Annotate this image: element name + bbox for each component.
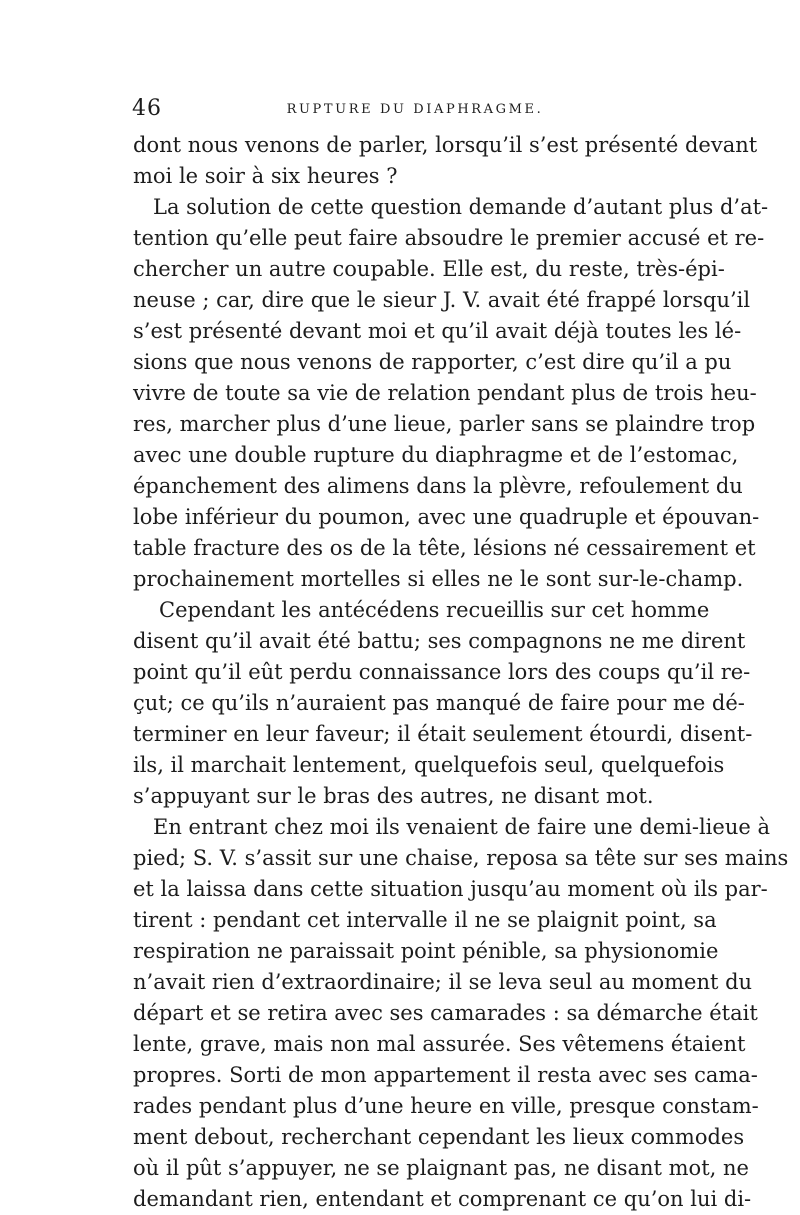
text-line: terminer en leur faveur; il était seulement étourdi, disent-: [133, 722, 753, 746]
text-line: ils, il marchait lentement, quelquefois seul, quelquefois: [133, 753, 725, 777]
page-number: 46: [132, 96, 162, 121]
text-line: tention qu’elle peut faire absoudre le premier accusé et re-: [133, 226, 765, 250]
text-line: rades pendant plus d’une heure en ville, presque constam-: [133, 1094, 759, 1118]
text-line: départ et se retira avec ses camarades : sa démarche était: [133, 1001, 758, 1025]
text-line: n’avait rien d’extraordinaire; il se leva seul au moment du: [133, 970, 753, 994]
text-line: pied; S. V. s’assit sur une chaise, reposa sa tête sur ses mains: [133, 846, 789, 870]
text-line: lente, grave, mais non mal assurée. Ses vêtemens étaient: [133, 1032, 746, 1056]
body-text: [133, 130, 789, 1215]
running-title: RUPTURE DU DIAPHRAGME.: [286, 102, 544, 117]
text-line: tirent : pendant cet intervalle il ne se plaignit point, sa: [133, 908, 717, 932]
text-line: s’appuyant sur le bras des autres, ne disant mot.: [133, 784, 654, 808]
text-line: disent qu’il avait été battu; ses compagnons ne me dirent: [133, 629, 746, 653]
text-line: avec une double rupture du diaphragme et de l’estomac,: [133, 443, 739, 467]
text-line: neuse ; car, dire que le sieur J. V. avait été frappé lorsqu’il: [133, 288, 751, 312]
text-line: res, marcher plus d’une lieue, parler sans se plaindre trop: [133, 412, 756, 436]
text-line: dont nous venons de parler, lorsqu’il s’est présenté devant: [133, 133, 758, 157]
text-line: où il pût s’appuyer, ne se plaignant pas, ne disant mot, ne: [133, 1156, 749, 1180]
text-line: s’est présenté devant moi et qu’il avait déjà toutes les lé-: [133, 319, 742, 343]
text-line: moi le soir à six heures ?: [133, 164, 398, 188]
paragraph-start-line: Cependant les antécédens recueillis sur cet homme: [159, 598, 710, 622]
text-line: sions que nous venons de rapporter, c’est dire qu’il a pu: [133, 350, 732, 374]
text-line: chercher un autre coupable. Elle est, du reste, très-épi-: [133, 257, 725, 281]
text-line: vivre de toute sa vie de relation pendant plus de trois heu-: [133, 381, 757, 405]
text-line: table fracture des os de la tête, lésions né cessairement et: [133, 536, 756, 560]
text-line: prochainement mortelles si elles ne le sont sur-le-champ.: [133, 567, 744, 591]
text-line: lobe inférieur du poumon, avec une quadruple et épouvan-: [133, 505, 760, 529]
text-line: çut; ce qu’ils n’auraient pas manqué de faire pour me dé-: [133, 691, 745, 715]
text-line: demandant rien, entendant et comprenant ce qu’on lui di-: [133, 1187, 752, 1211]
text-line: respiration ne paraissait point pénible, sa physionomie: [133, 939, 719, 963]
paragraph-start-line: La solution de cette question demande d’autant plus d’at-: [153, 195, 769, 219]
text-line: ment debout, recherchant cependant les lieux commodes: [133, 1125, 745, 1149]
text-line: épanchement des alimens dans la plèvre, refoulement du: [133, 474, 743, 498]
page-header: [130, 94, 670, 124]
text-line: et la laissa dans cette situation jusqu’au moment où ils par-: [133, 877, 768, 901]
paragraph-start-line: En entrant chez moi ils venaient de faire une demi-lieue à: [153, 815, 770, 839]
text-line: propres. Sorti de mon appartement il resta avec ses cama-: [133, 1063, 758, 1087]
text-line: point qu’il eût perdu connaissance lors des coups qu’il re-: [133, 660, 751, 684]
